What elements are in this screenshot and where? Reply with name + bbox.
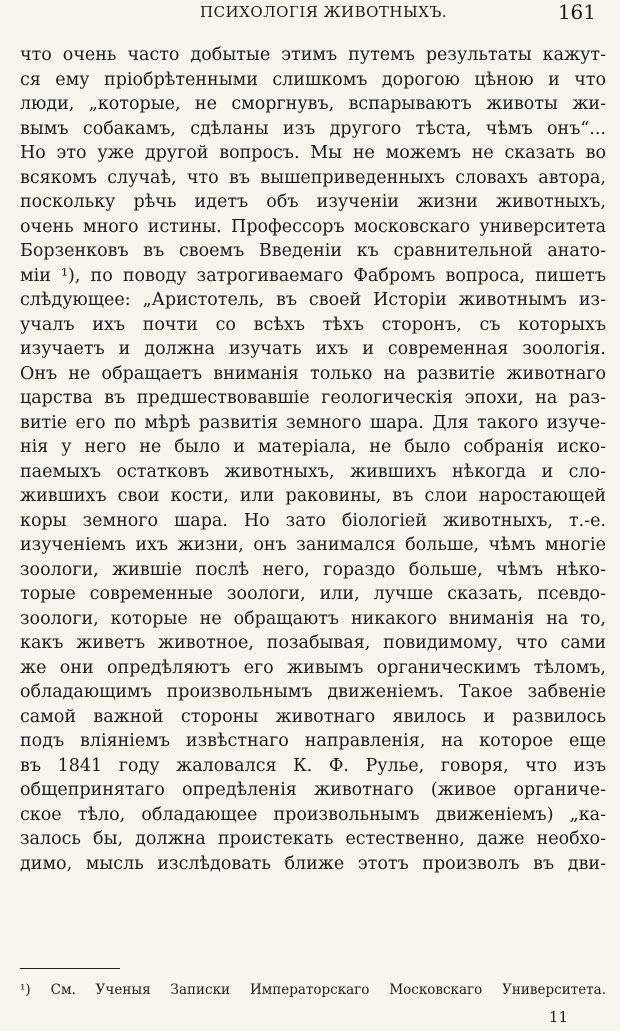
- text-line: въ 1841 году жаловался К. Ф. Рулье, говоря, что изъ: [20, 755, 606, 776]
- page-header: [0, 0, 620, 34]
- text-line: коры земного шара. Но зато біологіей животныхъ, т.-е.: [20, 510, 606, 531]
- text-line: обладающимъ произвольнымъ движеніемъ. Такое забвеніе: [20, 682, 606, 702]
- text-line: зоологи, которые не обращаютъ никакого вниманія на то,: [20, 608, 606, 629]
- text-line: торые современные зоологи, или, лучше сказать, псевдо-: [20, 584, 606, 604]
- text-line: нія у него не было и матеріала, не было собранія иско-: [20, 437, 606, 457]
- text-line: самой важной стороны животнаго явилось и развилось: [20, 706, 606, 727]
- text-line: учалъ ихъ почти со всѣхъ тѣхъ сторонъ, съ которыхъ: [20, 314, 606, 335]
- text-line: жившихъ свои кости, или раковины, въ слои наростающей: [20, 486, 606, 506]
- text-line: царства въ предшествовавшіе геологическія эпохи, на раз-: [20, 388, 606, 408]
- text-line: слѣдующее: „Аристотель, въ своей Исторіи животнымъ из-: [20, 290, 606, 310]
- text-line: ся ему пріобрѣтенными слишкомъ дорогою цѣною и что: [20, 69, 606, 90]
- text-line: какъ живетъ животное, позабывая, повидимому, что сами: [20, 633, 606, 653]
- page-number: 161: [557, 0, 596, 24]
- text-line: подъ вліяніемъ извѣстнаго направленія, на которое еще: [20, 731, 606, 751]
- text-line: изучаетъ и должна изучать ихъ и современная зоологія.: [20, 339, 606, 359]
- printer-signature-mark: 11: [548, 1008, 568, 1026]
- text-line: же они опредѣляютъ его живымъ органическимъ тѣломъ,: [20, 657, 606, 678]
- text-line: зоологи, жившіе послѣ него, гораздо больше, чѣмъ нѣко-: [20, 559, 606, 580]
- text-line: всякомъ случаѣ, что въ вышеприведенныхъ словахъ автора,: [20, 167, 606, 188]
- text-line: паемыхъ остатковъ животныхъ, жившихъ нѣкогда и сло-: [20, 461, 606, 482]
- text-line: залось бы, должна проистекать естественно, даже необхо-: [20, 829, 606, 849]
- footnote-divider: [20, 968, 120, 969]
- text-line: димо, мысль изслѣдовать ближе этотъ произволъ въ дви-: [20, 853, 606, 874]
- text-line: поскольку рѣчь идетъ объ изученіи жизни животныхъ,: [20, 192, 606, 212]
- running-title: ПСИХОЛОГІЯ ЖИВОТНЫХЪ.: [200, 3, 448, 21]
- text-line: вымъ собакамъ, сдѣланы изъ другого тѣста, чѣмъ онъ“...: [20, 118, 606, 139]
- body-text: [20, 43, 606, 876]
- text-line: Борзенковъ въ своемъ Введеніи къ сравнительной анато-: [20, 241, 606, 261]
- text-line: ское тѣло, обладающее произвольнымъ движеніемъ) „ка-: [20, 804, 606, 825]
- footnote: ¹) См. Ученыя Записки Императорскаго Московскаго Университета.: [20, 982, 606, 998]
- text-line: что очень часто добытые этимъ путемъ результаты кажут-: [20, 45, 606, 65]
- text-line: люди, „которые, не сморгнувъ, вспарываютъ животы жи-: [20, 94, 606, 114]
- text-line: міи ¹), по поводу затрогиваемаго Фабромъ вопроса, пишетъ: [20, 265, 606, 286]
- text-line: витіе его по мѣрѣ развитія земного шара. Для такого изуче-: [20, 412, 606, 433]
- text-line: Но это уже другой вопросъ. Мы не можемъ не сказать во: [20, 143, 606, 163]
- text-line: очень много истины. Профессоръ московскаго университета: [20, 216, 606, 237]
- text-line: изученіемъ ихъ жизни, онъ занимался больше, чѣмъ многіе: [20, 535, 606, 555]
- text-line: Онъ не обращаетъ вниманія только на развитіе животнаго: [20, 363, 606, 384]
- text-line: общепринятаго опредѣленія животнаго (живое органиче-: [20, 780, 606, 800]
